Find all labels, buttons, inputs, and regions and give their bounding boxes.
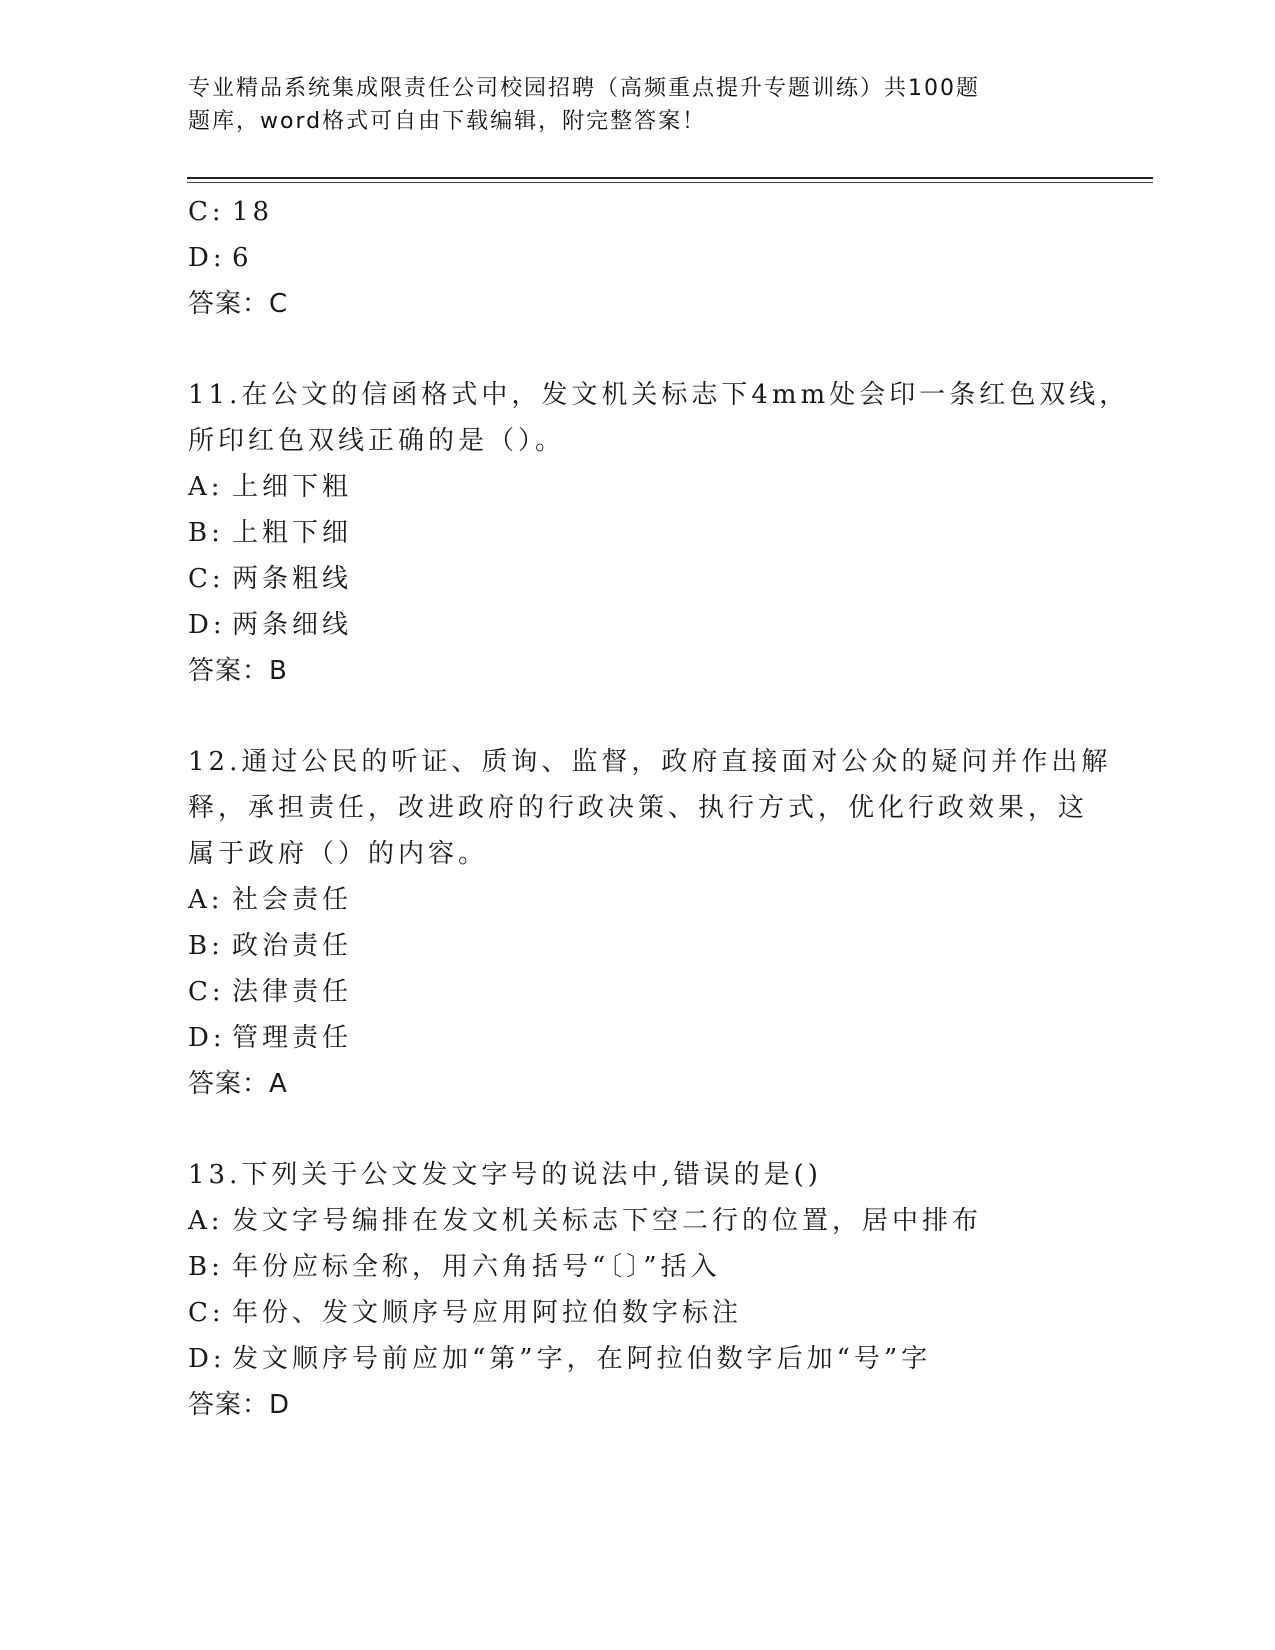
option-c — [188, 189, 1088, 235]
answer-line: 答案：D — [188, 1390, 291, 1420]
header-rule-thick — [187, 177, 1153, 179]
question-stem-line: 13.下列关于公文发文字号的说法中,错误的是() — [188, 1160, 822, 1190]
answer-line: 答案：C — [188, 289, 289, 319]
option-text: 6 — [232, 243, 253, 273]
question-list — [188, 189, 1130, 1428]
option-key: C: — [188, 564, 225, 594]
question-block-previous — [188, 189, 1088, 327]
question-spacer — [188, 327, 1088, 372]
question-spacer — [188, 694, 1088, 739]
option-c — [188, 1290, 1088, 1336]
option-text: 法律责任 — [232, 977, 353, 1007]
answer-line: 答案：B — [188, 656, 288, 686]
option-text: 社会责任 — [232, 885, 353, 915]
question-block-11 — [188, 372, 1130, 694]
option-d — [188, 1336, 1088, 1382]
option-text: 发文字号编排在发文机关标志下空二行的位置，居中排布 — [232, 1206, 983, 1236]
question-stem-line: 释，承担责任，改进政府的行政决策、执行方式，优化行政效果，这 — [188, 793, 1089, 823]
option-b — [188, 510, 1088, 556]
option-key: D: — [188, 243, 226, 273]
option-key: D: — [188, 1023, 226, 1053]
option-key: A: — [188, 472, 224, 502]
option-key: B: — [188, 931, 224, 961]
option-b — [188, 923, 1088, 969]
option-text: 18 — [232, 197, 274, 227]
option-key: D: — [188, 610, 226, 640]
answer-line: 答案：A — [188, 1069, 288, 1099]
question-spacer — [188, 1107, 1088, 1152]
header-title-line-1: 专业精品系统集成限责任公司校园招聘（高频重点提升专题训练）共100题 — [188, 76, 980, 101]
option-text: 年份、发文顺序号应用阿拉伯数字标注 — [232, 1298, 743, 1328]
option-d — [188, 235, 1088, 281]
question-stem-line: 11.在公文的信函格式中，发文机关标志下4mm处会印一条红色双线， — [188, 380, 1130, 410]
option-key: C: — [188, 197, 225, 227]
option-c — [188, 556, 1088, 602]
option-a — [188, 464, 1088, 510]
option-a — [188, 1198, 1088, 1244]
option-key: C: — [188, 977, 225, 1007]
option-text: 管理责任 — [232, 1023, 353, 1053]
question-block-12 — [188, 739, 1112, 1107]
header-rule-thin — [187, 182, 1153, 183]
option-key: B: — [188, 1252, 224, 1282]
question-stem-line: 12.通过公民的听证、质询、监督，政府直接面对公众的疑问并作出解 — [188, 747, 1112, 777]
option-key: B: — [188, 518, 224, 548]
page-header — [188, 72, 1028, 138]
header-title-line-2: 题库，word格式可自由下载编辑，附完整答案！ — [188, 109, 707, 134]
question-block-13 — [188, 1152, 1088, 1428]
option-c — [188, 969, 1088, 1015]
option-d — [188, 602, 1088, 648]
option-text: 上粗下细 — [232, 518, 353, 548]
option-text: 两条粗线 — [232, 564, 353, 594]
option-key: A: — [188, 1206, 224, 1236]
option-text: 政治责任 — [232, 931, 353, 961]
option-key: A: — [188, 885, 224, 915]
question-stem-line: 所印红色双线正确的是（）。 — [188, 426, 566, 456]
option-d — [188, 1015, 1088, 1061]
option-key: C: — [188, 1298, 225, 1328]
option-text: 两条细线 — [232, 610, 353, 640]
option-b — [188, 1244, 1088, 1290]
option-text: 年份应标全称，用六角括号“〔〕”括入 — [232, 1252, 721, 1282]
option-key: D: — [188, 1344, 226, 1374]
question-stem-line: 属于政府（）的内容。 — [188, 839, 489, 869]
option-a — [188, 877, 1088, 923]
option-text: 发文顺序号前应加“第”字，在阿拉伯数字后加“号”字 — [232, 1344, 932, 1374]
option-text: 上细下粗 — [232, 472, 353, 502]
